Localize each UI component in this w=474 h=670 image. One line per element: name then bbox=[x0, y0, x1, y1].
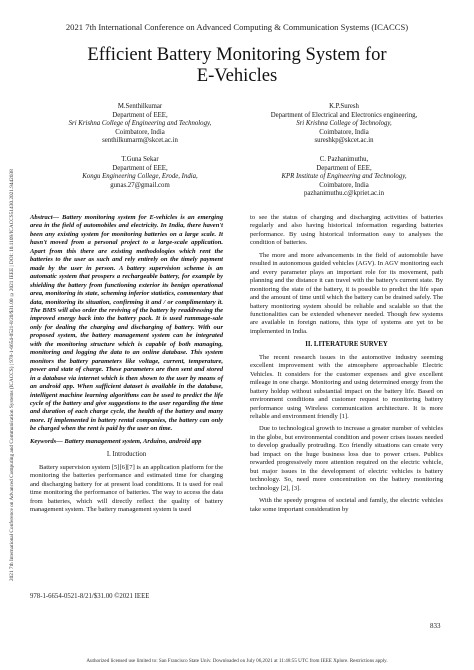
author-name: T.Guna Sekar bbox=[121, 156, 159, 163]
author-location: Coimbatore, India bbox=[115, 128, 165, 136]
author-email: sureshkp@skcet.ac.in bbox=[314, 137, 374, 145]
license-footer: Authorized licensed use limited to: San Francisco State Univ. Downloaded on July 06,2021 at 11:48:55 UTC from IEEE Xplore. Restrictions apply. bbox=[86, 658, 388, 664]
author-email: senthilkumarm@skcet.ac.in bbox=[102, 137, 178, 145]
right-paragraph-3: The recent research issues in the automotive industry seeming excellent improvement with the atmosphere approachable Electric Vehicles. It considers for the customer expenses and give excellent mileage in one charge. Monitoring and using determined energy from the battery holdup without substantial impact on the battery life. Based on environment conditions and customer request to monitoring battery performance using Wireless communication architecture. It is more reliable and environment friendly [1]. bbox=[250, 353, 443, 420]
section-heading-literature-survey: II. LITERATURE SURVEY bbox=[305, 341, 388, 349]
author-name: C. Pazhanimuthu, bbox=[319, 156, 369, 163]
author-block-4 bbox=[244, 156, 444, 199]
author-name: K.P.Suresh bbox=[329, 103, 359, 110]
author-email: pazhanimuthu.c@kpriet.ac.in bbox=[303, 190, 385, 198]
right-paragraph-5: With the speedy progress of societal and family, the electric vehicles take some important consideration by bbox=[250, 497, 443, 513]
author-block-1 bbox=[40, 103, 240, 146]
left-column bbox=[30, 214, 223, 518]
conference-header: 2021 7th International Conference on Advanced Computing & Communication Systems (ICACCS) bbox=[65, 22, 409, 32]
author-dept: Department of EEE, bbox=[112, 111, 168, 119]
author-dept: Department of Electrical and Electronics engineering, bbox=[270, 111, 418, 119]
author-affiliation: Sri Krishna College of Engineering and Technology, bbox=[68, 120, 212, 128]
title-line-2: E-Vehicles bbox=[196, 65, 278, 86]
section-heading-introduction: I. Introduction bbox=[106, 451, 147, 459]
copyright-line: 978-1-6654-0521-8/21/$31.00 ©2021 IEEE bbox=[30, 593, 150, 600]
author-dept: Department of EEE, bbox=[112, 164, 168, 172]
author-location: Coimbatore, India bbox=[319, 128, 369, 136]
right-column bbox=[250, 214, 443, 518]
page-number: 833 bbox=[430, 622, 441, 630]
author-affiliation: KPR Institute of Engineering and Technology, bbox=[281, 173, 407, 181]
author-affiliation: Sri Krishna College of Technology, bbox=[296, 120, 392, 128]
author-block-2 bbox=[244, 103, 444, 146]
keywords: Keywords— Battery management system, Arduino, android app bbox=[30, 437, 202, 445]
right-paragraph-4: Due to technological growth to increase a greater number of vehicles in the globe, but environmental condition and power crises issues needed to develop gradually protruding. Eco friendly situations can create very bad impact on the huge business loss due to power crises. Publics rewarded progressively more attention required on the electric vehicle, but major issues in the development of electric vehicles is battery technology. So, need more concentration on the battery monitoring technology [2], [3]. bbox=[250, 425, 443, 492]
doi-sidebar: 2021 7th International Conference on Advanced Computing and Communication Systems (ICACCS) | 978-1-6654-0521-8/20/$31.00 ©2021 IEEE | DOI: 10.1109/ICACCS51430.2021.9442038 bbox=[9, 169, 15, 581]
intro-paragraph: Battery supervision system [5][6][7] is an application platform for the monitoring the batteries performance and estimated time for charging and discharging battery for at present load conditions. It is used for real time monitoring the performance of batteries. The way to access the data from batteries, which will directly reflect the quality of battery management system. The battery management system is used bbox=[30, 463, 223, 513]
right-paragraph-1: to see the status of charging and discharging activities of batteries regularly and also having historical information regarding batteries performance. By using historical information easy to analyses the condition of batteries. bbox=[250, 214, 443, 247]
author-affiliation: Kongu Engineering College, Erode, India, bbox=[82, 173, 198, 181]
author-block-3 bbox=[40, 156, 240, 190]
author-location: Coimbatore, India bbox=[319, 181, 369, 189]
paper-title bbox=[30, 44, 444, 86]
abstract: Abstract— Battery monitoring system for E-vehicles is an emerging area in the field of automobiles and electricity. In India, there haven't been any existing system for monitoring batteries on a large scale. It hasn't moved from a personal project to a large-scale application. Apart from this there are existing methodologies which rent the batteries to the user as such and rely entirely on the timely payment made by the user in person. A battery supervision scheme is an automatic system that prospers a rechargeable battery, for example by shielding the battery from functioning exterior its benign operational area, monitoring its state, scheming inferior statistics, commentary that data, monitoring its situation, confirming it and / or complimentary it. The BMS will also order the reviving of the battery by readdressing the improved energy back into the battery pack. It is used rummage-sale only for dealing the charging and discharging of battery. With our proposed system, the battery management system can be integrated with the monitoring structure which is capable of both managing, monitoring and logging the data to an online database. This system monitors the battery parameters like voltage, current, temperature, power and state of charge. These parameters are then sent and stored in a database via internet which is then shown to the user by means of an android app. When sufficient dataset is available in the database, intelligent machine learning algorithms can be used to predict the life cycle of the battery and give suggestions to the user regarding the time and duration of each charge cycle, the health of the battery and many more. If implemented in battery rental companies, the battery can only be charged when the rent is paid by the user on time. bbox=[30, 214, 223, 433]
author-email: gunas.27@gmail.com bbox=[110, 181, 170, 189]
author-dept: Department of EEE, bbox=[316, 164, 372, 172]
author-name: M.Senthilkumar bbox=[117, 103, 163, 110]
right-paragraph-2: The more and more advancements in the field of automobile have resulted in autonomous guided vehicles (AGV). In AGV monitoring each and every parameter plays an important role for its movement, path planning and the distance it can travel with the battery's current state. By monitoring the state of the battery, it is possible to predict the life span and the amount of time until which the battery can be drained safely. The battery monitoring system should be reliable and scalable so that the functionalities can be extended whenever needed. Though few systems are available in foreign nations, this type of systems are yet to be implemented in India. bbox=[250, 251, 443, 335]
title-line-1: Efficient Battery Monitoring System for bbox=[87, 44, 387, 65]
